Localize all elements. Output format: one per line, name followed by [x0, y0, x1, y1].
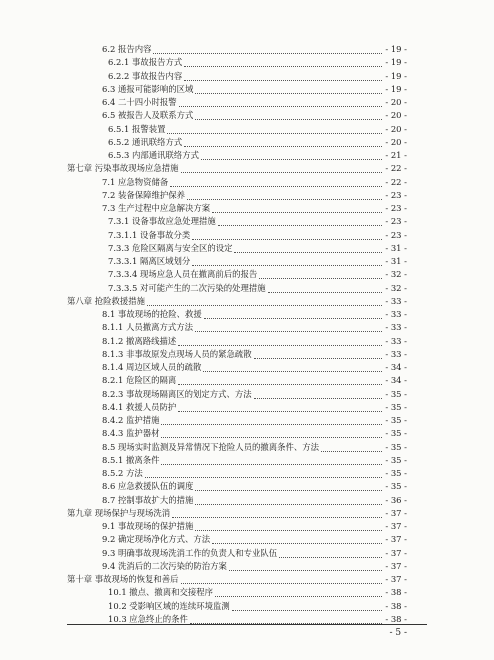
toc-entry[interactable]	[0, 109, 494, 121]
toc-entry-page: - 38 -	[385, 587, 407, 598]
toc-entry-page: - 31 -	[385, 256, 407, 266]
toc-entry-page: - 31 -	[385, 242, 407, 253]
toc-entry[interactable]	[0, 533, 494, 545]
toc-entry[interactable]	[0, 547, 494, 559]
toc-entry-page: - 35 -	[385, 388, 407, 399]
toc-entry-label: 第九章 现场保护与现场洗消	[67, 507, 171, 518]
toc-entry[interactable]	[0, 520, 494, 532]
toc-entry[interactable]	[0, 573, 494, 585]
toc-entry-label: 8.5.1 撤离条件	[102, 454, 160, 465]
toc-entry[interactable]	[0, 388, 494, 400]
toc-entry[interactable]	[0, 189, 494, 201]
toc-entry-label: 8.2.3 事故现场隔离区的划定方式、方法	[102, 388, 252, 399]
toc-leader-dots	[234, 242, 382, 253]
toc-entry-page: - 22 -	[385, 163, 407, 174]
toc-leader-dots	[218, 215, 382, 226]
toc-leader-dots	[161, 427, 382, 438]
toc-leader-dots	[170, 176, 382, 187]
toc-entry-page: - 38 -	[385, 613, 407, 624]
toc-entry-label: 6.2.1 事故报告方式	[108, 57, 183, 68]
toc-entry[interactable]	[0, 361, 494, 373]
toc-leader-dots	[179, 96, 382, 107]
toc-entry-page: - 35 -	[385, 454, 407, 465]
toc-entry-label: 8.1.4 周边区域人员的疏散	[102, 362, 202, 372]
toc-entry-page: - 37 -	[385, 560, 407, 571]
toc-entry[interactable]	[0, 149, 494, 161]
toc-leader-dots	[181, 573, 382, 584]
toc-entry-label: 7.3.3.1 隔离区域划分	[108, 256, 191, 266]
toc-entry-label: 8.1.3 非事故原发点现场人员的紧急疏散	[102, 348, 252, 359]
toc-leader-dots	[195, 321, 382, 332]
toc-entry-label: 7.1 应急物资储备	[102, 176, 169, 187]
toc-leader-dots	[195, 480, 382, 491]
toc-entry-label: 6.3 通报可能影响的区域	[102, 83, 194, 94]
toc-entry-page: - 33 -	[385, 335, 407, 346]
toc-entry-label: 10.3 应急终止的条件	[108, 613, 188, 624]
toc-entry-label: 6.2 报告内容	[102, 44, 152, 54]
toc-leader-dots	[145, 467, 382, 478]
toc-leader-dots	[167, 123, 382, 134]
toc-entry[interactable]	[0, 427, 494, 439]
toc-entry[interactable]	[0, 70, 494, 82]
toc-entry-page: - 19 -	[385, 83, 407, 94]
toc-entry[interactable]	[0, 467, 494, 479]
toc-entry-label: 6.5.3 内部通讯联络方式	[108, 150, 199, 160]
toc-entry-page: - 33 -	[385, 309, 407, 319]
toc-entry[interactable]	[0, 123, 494, 135]
toc-entry[interactable]	[0, 414, 494, 426]
toc-entry[interactable]	[0, 308, 494, 320]
toc-entry-page: - 21 -	[385, 150, 407, 160]
toc-leader-dots	[195, 520, 382, 531]
toc-entry-label: 8.5.2 方法	[102, 468, 143, 478]
toc-entry-page: - 37 -	[385, 547, 407, 558]
toc-entry-label: 6.5.1 报警装置	[108, 123, 166, 134]
toc-entry-page: - 34 -	[385, 375, 407, 386]
toc-entry-label: 7.3.1 设备事故应急处理措施	[108, 216, 216, 227]
toc-leader-dots	[153, 43, 382, 54]
toc-leader-dots	[184, 56, 382, 67]
toc-entry-page: - 20 -	[385, 97, 407, 107]
toc-leader-dots	[259, 268, 382, 279]
toc-leader-dots	[192, 229, 382, 240]
toc-entry[interactable]	[0, 83, 494, 95]
toc-entry-page: - 20 -	[385, 136, 407, 147]
page-number: - 5 -	[389, 628, 407, 638]
toc-entry-label: 6.4 二十四小时报警	[102, 97, 177, 107]
toc-entry-label: 6.2.2 事故报告内容	[108, 70, 183, 81]
toc-entry-page: - 19 -	[385, 44, 407, 54]
toc-entry[interactable]	[0, 600, 494, 612]
toc-leader-dots	[147, 295, 382, 306]
toc-leader-dots	[212, 202, 382, 213]
toc-entry-label: 10.2 受影响区域的连续环境监测	[108, 600, 230, 611]
toc-leader-dots	[215, 586, 382, 597]
toc-entry-label: 8.6 应急救援队伍的调度	[102, 481, 194, 492]
toc-entry-page: - 35 -	[385, 401, 407, 412]
toc-leader-dots	[254, 388, 382, 399]
toc-leader-dots	[195, 109, 382, 120]
toc-entry-page: - 34 -	[385, 362, 407, 372]
toc-entry-page: - 35 -	[385, 428, 407, 439]
toc-entry-page: - 37 -	[385, 574, 407, 584]
toc-entry-page: - 23 -	[385, 229, 407, 240]
toc-entry[interactable]	[0, 480, 494, 492]
toc-entry-label: 第十章 事故现场的恢复和善后	[67, 574, 179, 584]
toc-entry-page: - 20 -	[385, 123, 407, 134]
toc-entry[interactable]	[0, 96, 494, 108]
toc-leader-dots	[268, 282, 382, 293]
toc-entry[interactable]	[0, 162, 494, 174]
toc-entry[interactable]	[0, 454, 494, 466]
toc-entry-page: - 37 -	[385, 521, 407, 531]
toc-entry-page: - 35 -	[385, 481, 407, 492]
toc-leader-dots	[204, 308, 382, 319]
toc-entry-page: - 37 -	[385, 507, 407, 518]
toc-leader-dots	[184, 136, 382, 147]
toc-entry[interactable]	[0, 215, 494, 227]
toc-entry-label: 10.1 撤点、撤离和交接程序	[108, 587, 214, 598]
toc-entry-label: 8.1.1 人员撤离方式方法	[102, 322, 193, 333]
toc-entry-page: - 36 -	[385, 494, 407, 505]
toc-leader-dots	[172, 507, 382, 518]
toc-entry-page: - 19 -	[385, 70, 407, 81]
toc-leader-dots	[178, 401, 382, 412]
toc-entry-page: - 23 -	[385, 189, 407, 200]
toc-leader-dots	[192, 255, 382, 266]
toc-leader-dots	[178, 335, 382, 346]
toc-entry-label: 9.4 洗消后的二次污染的防治方案	[102, 560, 227, 571]
toc-entry-page: - 38 -	[385, 600, 407, 611]
toc-entry[interactable]	[0, 586, 494, 598]
toc-leader-dots	[254, 348, 382, 359]
toc-entry-page: - 32 -	[385, 269, 407, 280]
toc-entry-page: - 20 -	[385, 110, 407, 121]
toc-entry-label: 6.5 被报告人及联系方式	[102, 110, 194, 121]
toc-entry-label: 8.7 控制事故扩大的措施	[102, 494, 194, 505]
toc-leader-dots	[201, 149, 382, 160]
toc-entry-label: 8.4.1 救援人员防护	[102, 401, 177, 412]
toc-entry[interactable]	[0, 401, 494, 413]
toc-entry[interactable]	[0, 494, 494, 506]
toc-leader-dots	[232, 600, 382, 611]
toc-leader-dots	[203, 361, 382, 372]
toc-entry[interactable]	[0, 374, 494, 386]
toc-entry-label: 7.3 生产过程中应急解决方案	[102, 203, 211, 213]
toc-entry-label: 8.5 现场实时监测及异常情况下抢险人员的撤离条件、方法	[102, 441, 319, 452]
footer-rule	[67, 624, 427, 625]
toc-entry-page: - 33 -	[385, 322, 407, 333]
toc-entry[interactable]	[0, 136, 494, 148]
toc-entry[interactable]	[0, 229, 494, 241]
toc-entry-label: 8.4.2 监护措施	[102, 415, 160, 425]
toc-leader-dots	[178, 374, 382, 385]
toc-entry-page: - 35 -	[385, 468, 407, 478]
toc-entry-page: - 33 -	[385, 295, 407, 306]
toc-entry-label: 8.1 事故现场的抢险、救援	[102, 309, 202, 319]
toc-leader-dots	[181, 162, 382, 173]
toc-leader-dots	[212, 533, 382, 544]
toc-entry-label: 7.3.3.4 现场应急人员在撤离前后的报告	[108, 269, 258, 280]
toc-leader-dots	[279, 547, 382, 558]
toc-entry-label: 第七章 污染事故现场应急措施	[67, 163, 179, 174]
toc-entry[interactable]	[0, 56, 494, 68]
toc-entry[interactable]	[0, 560, 494, 572]
toc-entry[interactable]	[0, 441, 494, 453]
toc-entry[interactable]	[0, 335, 494, 347]
toc-entry[interactable]	[0, 348, 494, 360]
toc-leader-dots	[161, 414, 382, 425]
toc-entry[interactable]	[0, 43, 494, 55]
toc-leader-dots	[184, 70, 382, 81]
toc-entry-page: - 32 -	[385, 282, 407, 293]
toc-entry-label: 8.4.3 监护器材	[102, 428, 160, 439]
toc-entry-page: - 35 -	[385, 441, 407, 452]
toc-entry-label: 8.1.2 撤离路线描述	[102, 335, 177, 346]
toc-leader-dots	[229, 560, 382, 571]
toc-entry-label: 7.3.1.1 设备事故分类	[108, 229, 191, 240]
toc-entry[interactable]	[0, 507, 494, 519]
toc-leader-dots	[190, 613, 382, 624]
toc-entry-label: 第八章 抢险救援措施	[67, 295, 146, 306]
toc-entry-page: - 33 -	[385, 348, 407, 359]
toc-entry-page: - 23 -	[385, 216, 407, 227]
toc-entry[interactable]	[0, 176, 494, 188]
toc-entry-label: 9.2 确定现场净化方式、方法	[102, 534, 211, 545]
toc-entry[interactable]	[0, 242, 494, 254]
toc-entry-label: 9.1 事故现场的保护措施	[102, 521, 194, 531]
toc-entry-page: - 19 -	[385, 57, 407, 68]
toc-entry-page: - 22 -	[385, 176, 407, 187]
toc-entry-label: 9.3 明确事故现场洗消工作的负责人和专业队伍	[102, 547, 278, 558]
toc-entry-label: 7.3.3.5 对可能产生的二次污染的处理措施	[108, 282, 266, 293]
toc-entry-label: 8.2.1 危险区的隔离	[102, 375, 177, 386]
toc-entry-page: - 23 -	[385, 203, 407, 213]
toc-entry[interactable]	[0, 321, 494, 333]
toc-entry-label: 6.5.2 通讯联络方式	[108, 136, 183, 147]
toc-entry[interactable]	[0, 255, 494, 267]
toc-entry[interactable]	[0, 282, 494, 294]
toc-leader-dots	[195, 494, 382, 505]
toc-entry-page: - 37 -	[385, 534, 407, 545]
toc-entry-page: - 35 -	[385, 415, 407, 425]
toc-entry[interactable]	[0, 202, 494, 214]
toc-entry[interactable]	[0, 268, 494, 280]
toc-leader-dots	[321, 441, 382, 452]
toc-entry-label: 7.2 装备保障维护保养	[102, 189, 185, 200]
toc-entry[interactable]	[0, 613, 494, 625]
toc-leader-dots	[187, 189, 382, 200]
toc-leader-dots	[161, 454, 382, 465]
toc-leader-dots	[195, 83, 382, 94]
toc-entry-label: 7.3.3 危险区隔离与安全区的设定	[108, 242, 233, 253]
toc-entry[interactable]	[0, 295, 494, 307]
